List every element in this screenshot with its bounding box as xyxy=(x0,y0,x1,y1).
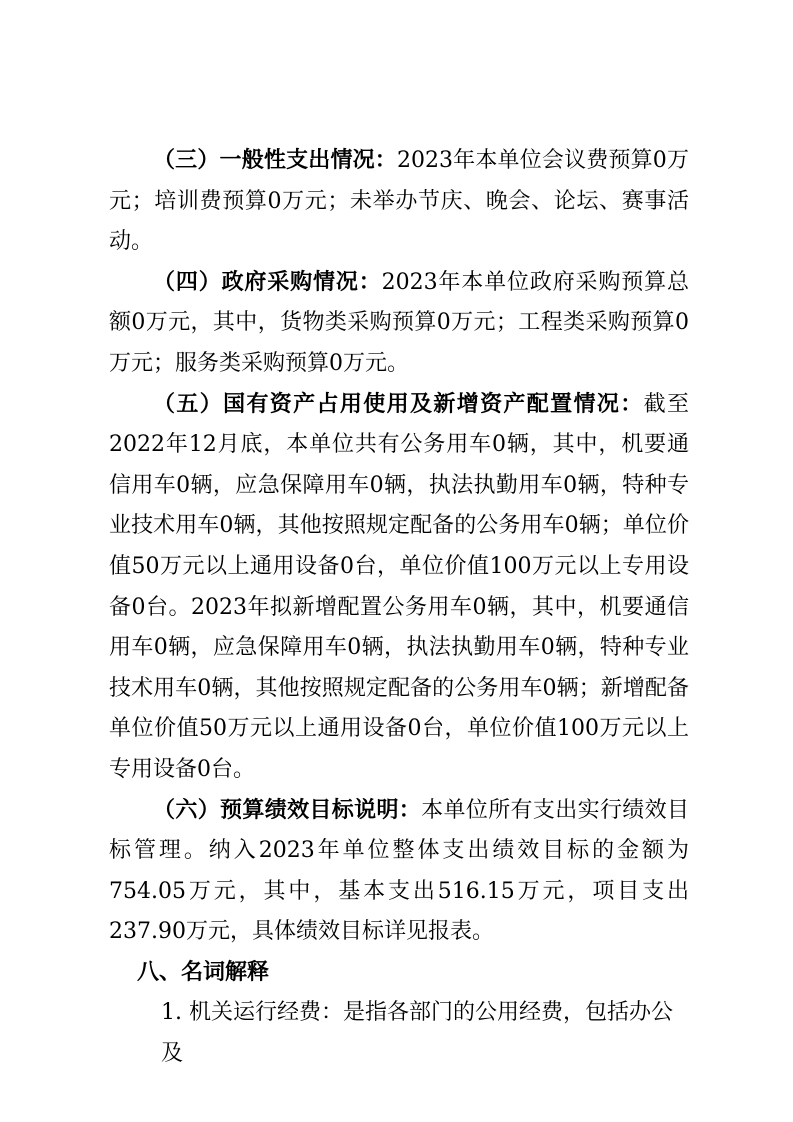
paragraph-heading: （六）预算绩效目标说明： xyxy=(153,797,422,823)
paragraph-heading: （三）一般性支出情况： xyxy=(153,148,397,173)
document-page xyxy=(109,141,689,1075)
section-title: 八、名词解释 xyxy=(137,959,270,985)
paragraph-government-procurement xyxy=(109,263,689,385)
paragraph-performance-goals xyxy=(109,791,689,953)
paragraph-state-assets xyxy=(109,385,689,791)
paragraph-text: 2023年本单位政府采购预算总额0万元，其中，货物类采购预算0万元；工程类采购预算0万元；服务类采购预算0万元。 xyxy=(109,269,689,376)
list-item: 1. 机关运行经费：是指各部门的公用经费，包括办公及 xyxy=(161,1000,673,1067)
paragraph-general-expenditure xyxy=(109,141,689,263)
paragraph-text: 2023年本单位会议费预算0万元；培训费预算0万元；未举办节庆、晚会、论坛、赛事活动。 xyxy=(109,148,689,255)
paragraph-heading: （五）国有资产占用使用及新增资产配置情况： xyxy=(153,391,644,417)
paragraph-text: 本单位所有支出实行绩效目标管理。纳入2023年单位整体支出绩效目标的金额为754.05万元，其中，基本支出516.15万元，项目支出237.90万元，具体绩效目标详见报表。 xyxy=(109,797,689,945)
paragraph-text: 截至2022年12月底，本单位共有公务用车0辆，其中，机要通信用车0辆，应急保障用车0辆，执法执勤用车0辆，特种专业技术用车0辆，其他按照规定配备的公务用车0辆；单位价值50万元以上通用设备0台，单位价值100万元以上专用设备0台。2023年拟新增配置公务用车0辆，其中，机要通信用车0辆，应急保障用车0辆，执法执勤用车0辆，特种专业技术用车0辆，其他按照规定配备的公务用车0辆；新增配备单位价值50万元以上通用设备0台，单位价值100万元以上专用设备0台。 xyxy=(109,391,689,782)
paragraph-heading: （四）政府采购情况： xyxy=(153,269,382,295)
